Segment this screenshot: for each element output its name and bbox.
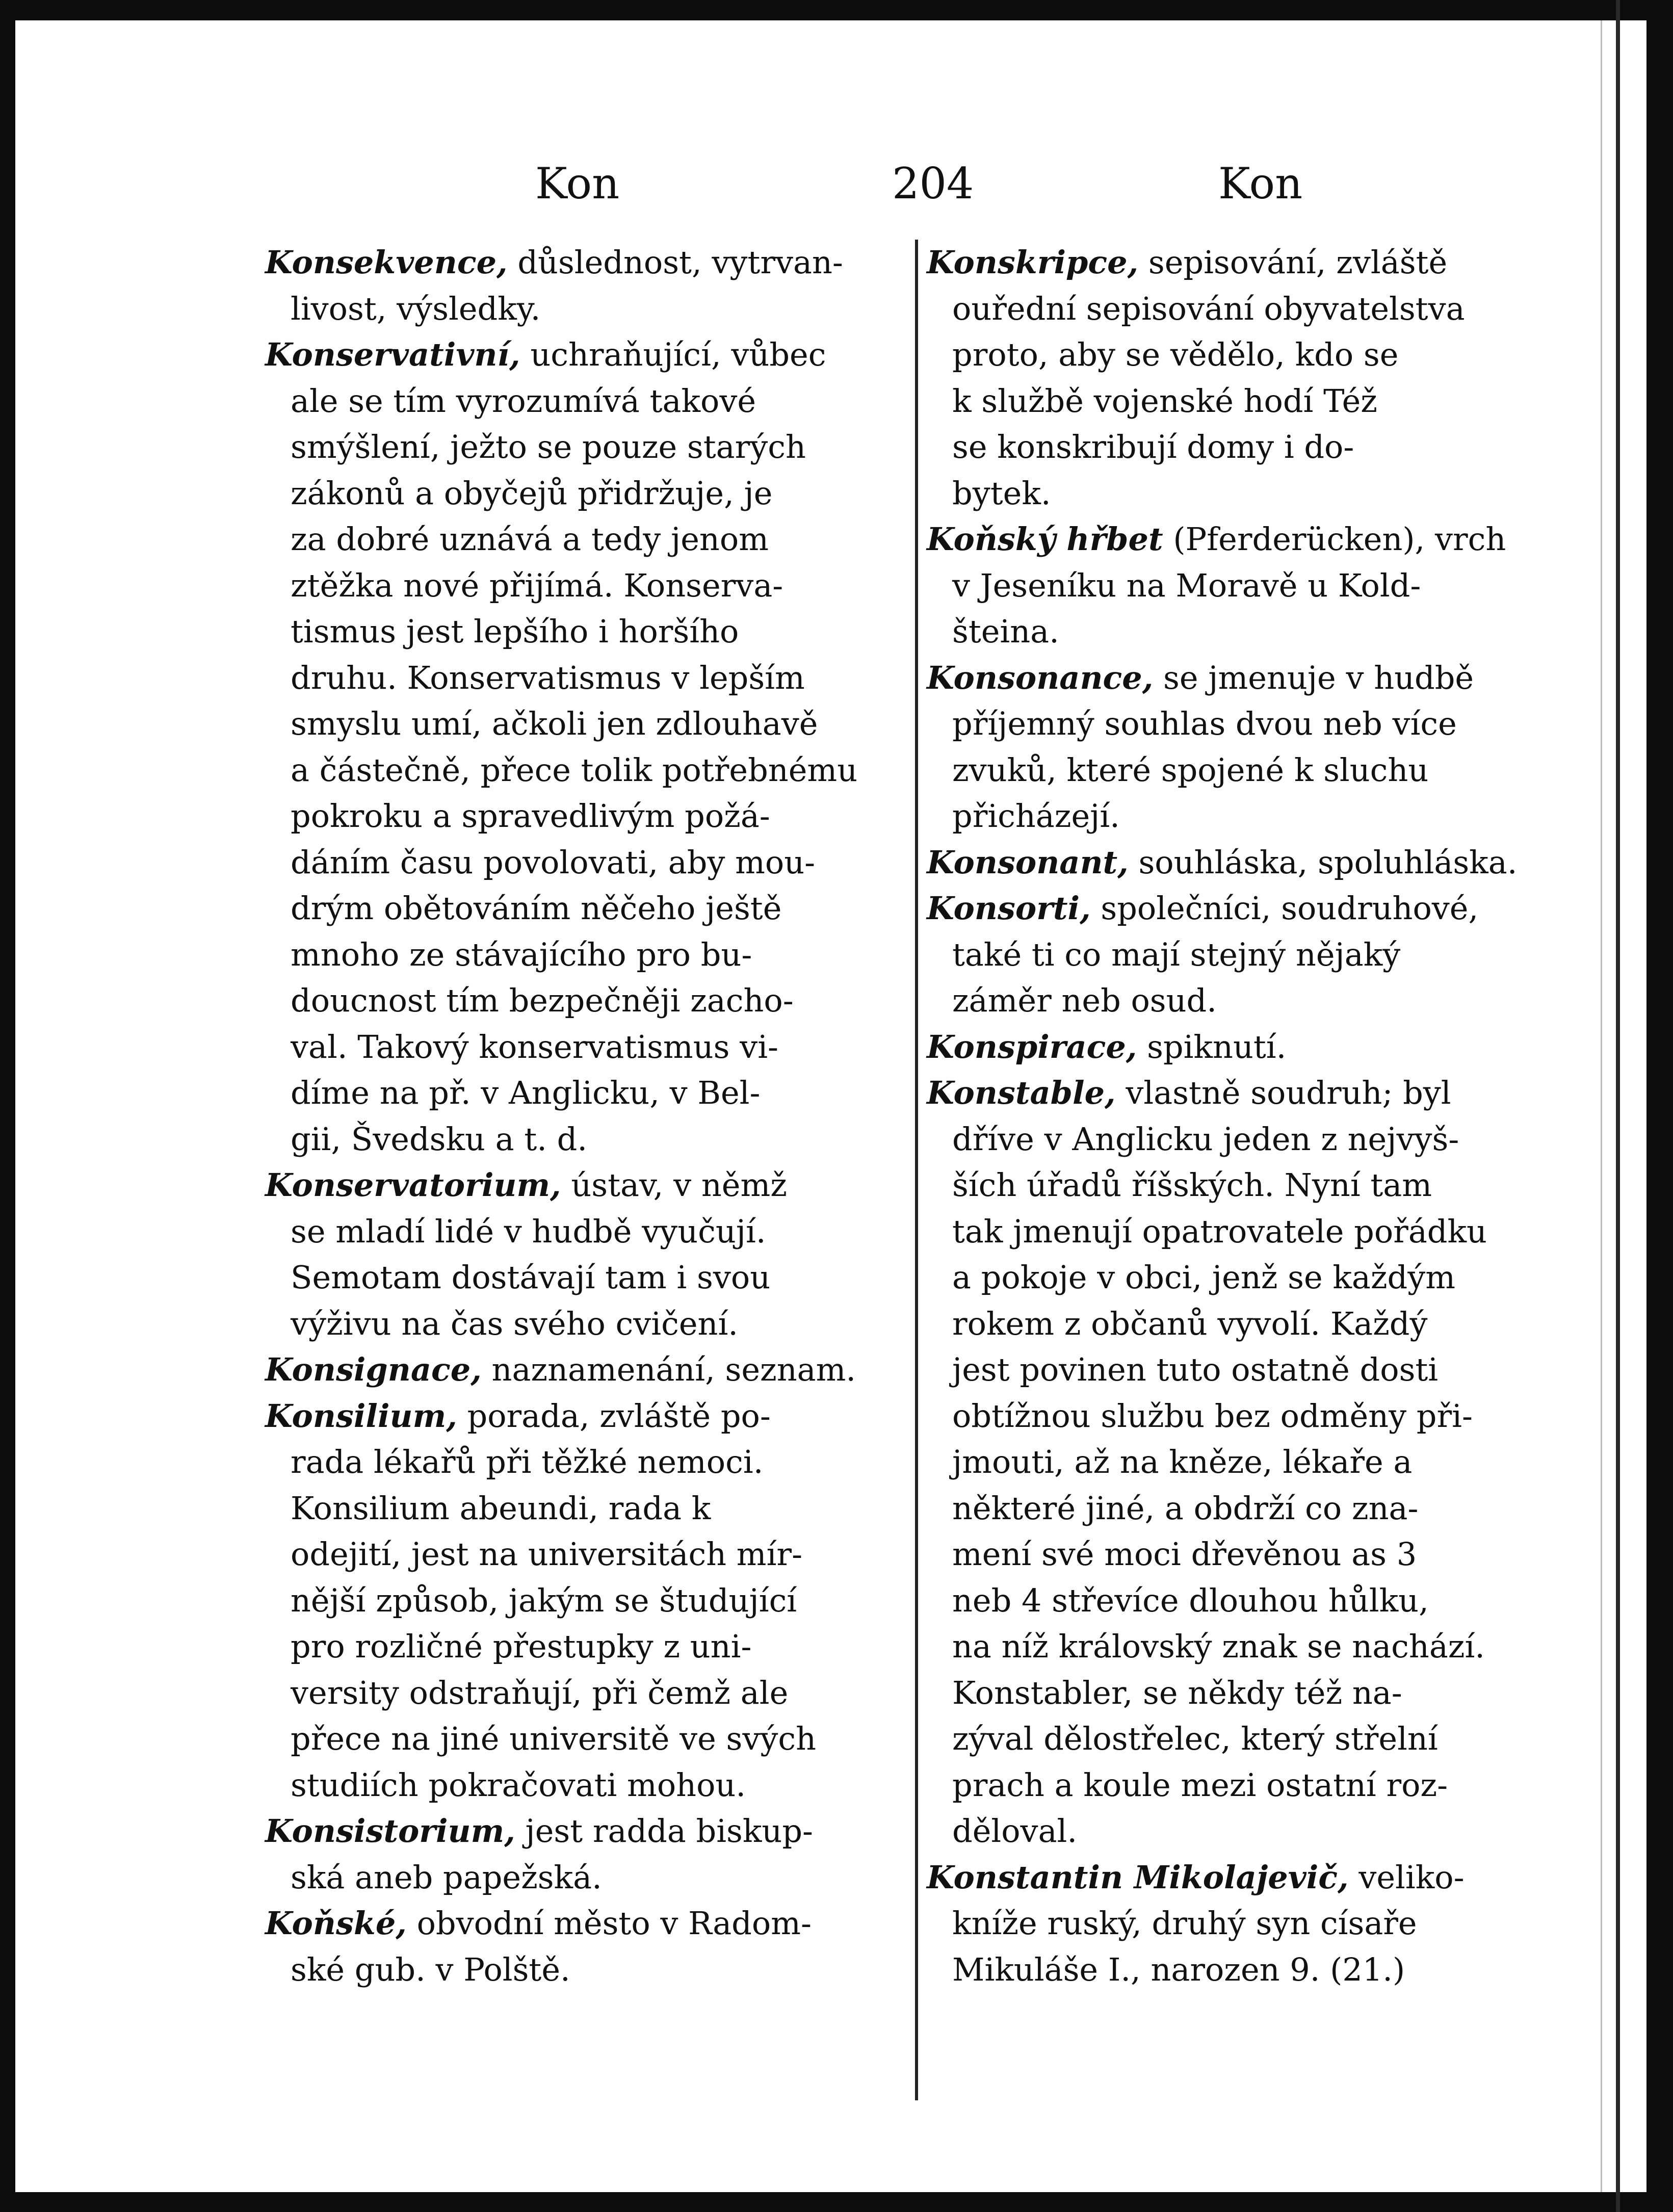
entry-line: za dobré uznává a tedy jenom [291,521,769,558]
entry-line: druhu. Konservatismus v lepším [291,659,805,696]
scan-border-right [1646,0,1673,2212]
entry-line: zákonů a obyčejů přidržuje, je [291,474,773,512]
entry-headword: Konsonant, [927,843,1129,881]
column-rule [915,240,918,2100]
entry-line: porada, zvláště po- [467,1397,771,1435]
entry-line: dříve v Anglicku jeden z nejvyš- [952,1120,1459,1158]
entry-line: se jmenuje v hudbě [1163,659,1474,696]
entry-line: ale se tím vyrozumívá takové [291,382,756,420]
entry-line: val. Takový konservatismus vi- [291,1028,778,1065]
entry-line: Konstabler, se někdy též na- [952,1674,1402,1711]
entry-line: záměr neb osud. [952,982,1217,1019]
dictionary-entry [927,1070,1568,1855]
entry-line: tak jmenují opatrovatele pořádku [952,1212,1487,1250]
left-column [265,240,906,1993]
entry-line: bytek. [952,474,1051,512]
entry-headword: Konsilium, [265,1397,457,1435]
dictionary-entry [265,332,906,1162]
entry-line: některé jiné, a obdrží co zna- [952,1489,1419,1527]
entry-line: proto, aby se vědělo, kdo se [952,336,1399,373]
entry-line: a částečně, přece tolik potřebnému [291,751,858,789]
dictionary-entry [927,516,1568,655]
entry-line: veliko- [1358,1858,1465,1896]
entry-line: Mikuláše I., narozen 9. (21.) [952,1950,1405,1988]
page-edge [1616,0,1620,2212]
entry-line: se mladí lidé v hudbě vyučují. [291,1212,766,1250]
entry-line: tismus jest lepšího i horšího [291,613,739,650]
entry-line: obvodní město v Radom- [416,1905,812,1942]
entry-headword: Koňské, [265,1905,407,1942]
entry-line: ších úřadů říšských. Nyní tam [952,1166,1432,1204]
entry-line: mení své moci dřevěnou as 3 [952,1536,1417,1573]
scan-border-top [0,0,1673,20]
entry-line: souhláska, spoluhláska. [1138,843,1518,881]
dictionary-entry [265,1162,906,1347]
dictionary-entry [265,1901,906,1993]
entry-headword: Konspirace, [927,1028,1137,1065]
entry-line: odejití, jest na universitách mír- [291,1536,803,1573]
entry-line: ské gub. v Polště. [291,1950,570,1988]
entry-line: neb 4 střevíce dlouhou hůlku, [952,1581,1429,1619]
dictionary-entry [265,1808,906,1901]
entry-line: příjemný souhlas dvou neb více [952,705,1457,742]
entry-line: prach a koule mezi ostatní roz- [952,1766,1448,1804]
entry-line: přece na jiné universitě ve svých [291,1720,817,1757]
dictionary-entry [927,240,1568,516]
page-edge-shadow [1601,20,1602,2192]
entry-headword: Konservatorium, [265,1166,561,1204]
dictionary-entry [927,655,1568,840]
entry-headword: Konservativní, [265,336,520,373]
entry-line: v Jeseníku na Moravě u Kold- [952,566,1421,604]
dictionary-entry [265,240,906,332]
entry-line: se konskribují domy i do- [952,428,1354,465]
entry-line: pokroku a spravedlivým požá- [291,797,770,835]
page-number: 204 [892,159,974,209]
entry-line: sepisování, zvláště [1148,244,1448,281]
entry-line: a pokoje v obci, jenž se každým [952,1259,1456,1296]
entry-line: vlastně soudruh; byl [1126,1074,1451,1111]
entry-line: společníci, soudruhové, [1101,890,1479,927]
entry-line: nější způsob, jakým se študující [291,1581,797,1619]
running-head-left: Kon [535,159,620,209]
entry-line: spiknutí. [1147,1028,1287,1065]
scan-border-bottom [0,2192,1673,2212]
dictionary-entry [927,1855,1568,1993]
entry-line: dáním času povolovati, aby mou- [291,843,816,881]
dictionary-entry [265,1393,906,1809]
entry-line: zvuků, které spojené k sluchu [952,751,1429,789]
entry-line: (Pferderücken), vrch [1173,521,1506,558]
entry-line: ztěžka nové přijímá. Konserva- [291,566,783,604]
entry-line: na níž královský znak se nachází. [952,1628,1485,1665]
entry-line: výživu na čas svého cvičení. [291,1305,738,1342]
entry-line: uchraňující, vůbec [530,336,826,373]
entry-line: studiích pokračovati mohou. [291,1766,746,1804]
entry-line: livost, výsledky. [291,290,541,327]
entry-line: naznamenání, seznam. [491,1351,856,1388]
entry-line: zýval dělostřelec, který střelní [952,1720,1438,1757]
entry-line: jest radda biskup- [525,1812,813,1850]
right-column [927,240,1568,1993]
entry-line: Konsilium abeundi, rada k [291,1489,711,1527]
entry-line: ská aneb papežská. [291,1858,602,1896]
dictionary-entry [927,886,1568,1024]
entry-line: smyslu umí, ačkoli jen zdlouhavě [291,705,818,742]
entry-line: k službě vojenské hodí Též [952,382,1377,420]
entry-headword: Konsignace, [265,1351,482,1388]
entry-headword: Konsonance, [927,659,1154,696]
entry-line: jmouti, až na kněze, lékaře a [952,1443,1413,1480]
entry-line: pro rozličné přestupky z uni- [291,1628,752,1665]
entry-line: mnoho ze stávajícího pro bu- [291,935,752,973]
entry-headword: Konsorti, [927,890,1091,927]
entry-headword: Koňský hřbet [927,521,1163,558]
entry-line: rokem z občanů vyvolí. Každý [952,1305,1428,1342]
entry-line: Semotam dostávají tam i svou [291,1259,771,1296]
entry-line: ouřední sepisování obyvatelstva [952,290,1465,327]
entry-line: drým obětováním něčeho ještě [291,890,782,927]
entry-line: díme na př. v Anglicku, v Bel- [291,1074,761,1111]
entry-line: ústav, v němž [571,1166,787,1204]
entry-line: versity odstraňují, při čemž ale [291,1674,789,1711]
entry-line: důslednost, vytrvan- [517,244,843,281]
entry-headword: Konsistorium, [265,1812,515,1850]
entry-headword: Konstantin Mikolajevič, [927,1858,1349,1896]
entry-headword: Konstable, [927,1074,1116,1111]
dictionary-entry [927,840,1568,886]
entry-line: smýšlení, ježto se pouze starých [291,428,806,465]
entry-line: přicházejí. [952,797,1120,835]
entry-line: šteina. [952,613,1059,650]
running-head-right: Kon [1218,159,1303,209]
entry-line: rada lékařů při těžké nemoci. [291,1443,764,1480]
dictionary-entry [265,1347,906,1393]
entry-line: obtížnou službu bez odměny při- [952,1397,1473,1435]
dictionary-entry [927,1024,1568,1071]
entry-headword: Konskripce, [927,244,1139,281]
entry-line: děloval. [952,1812,1078,1850]
entry-line: jest povinen tuto ostatně dosti [952,1351,1439,1388]
entry-headword: Konsekvence, [265,244,508,281]
scan-border-left [0,0,15,2212]
entry-line: kníže ruský, druhý syn císaře [952,1905,1417,1942]
entry-line: gii, Švedsku a t. d. [291,1120,588,1158]
entry-line: také ti co mají stejný nějaký [952,935,1401,973]
entry-line: doucnost tím bezpečněji zacho- [291,982,794,1019]
